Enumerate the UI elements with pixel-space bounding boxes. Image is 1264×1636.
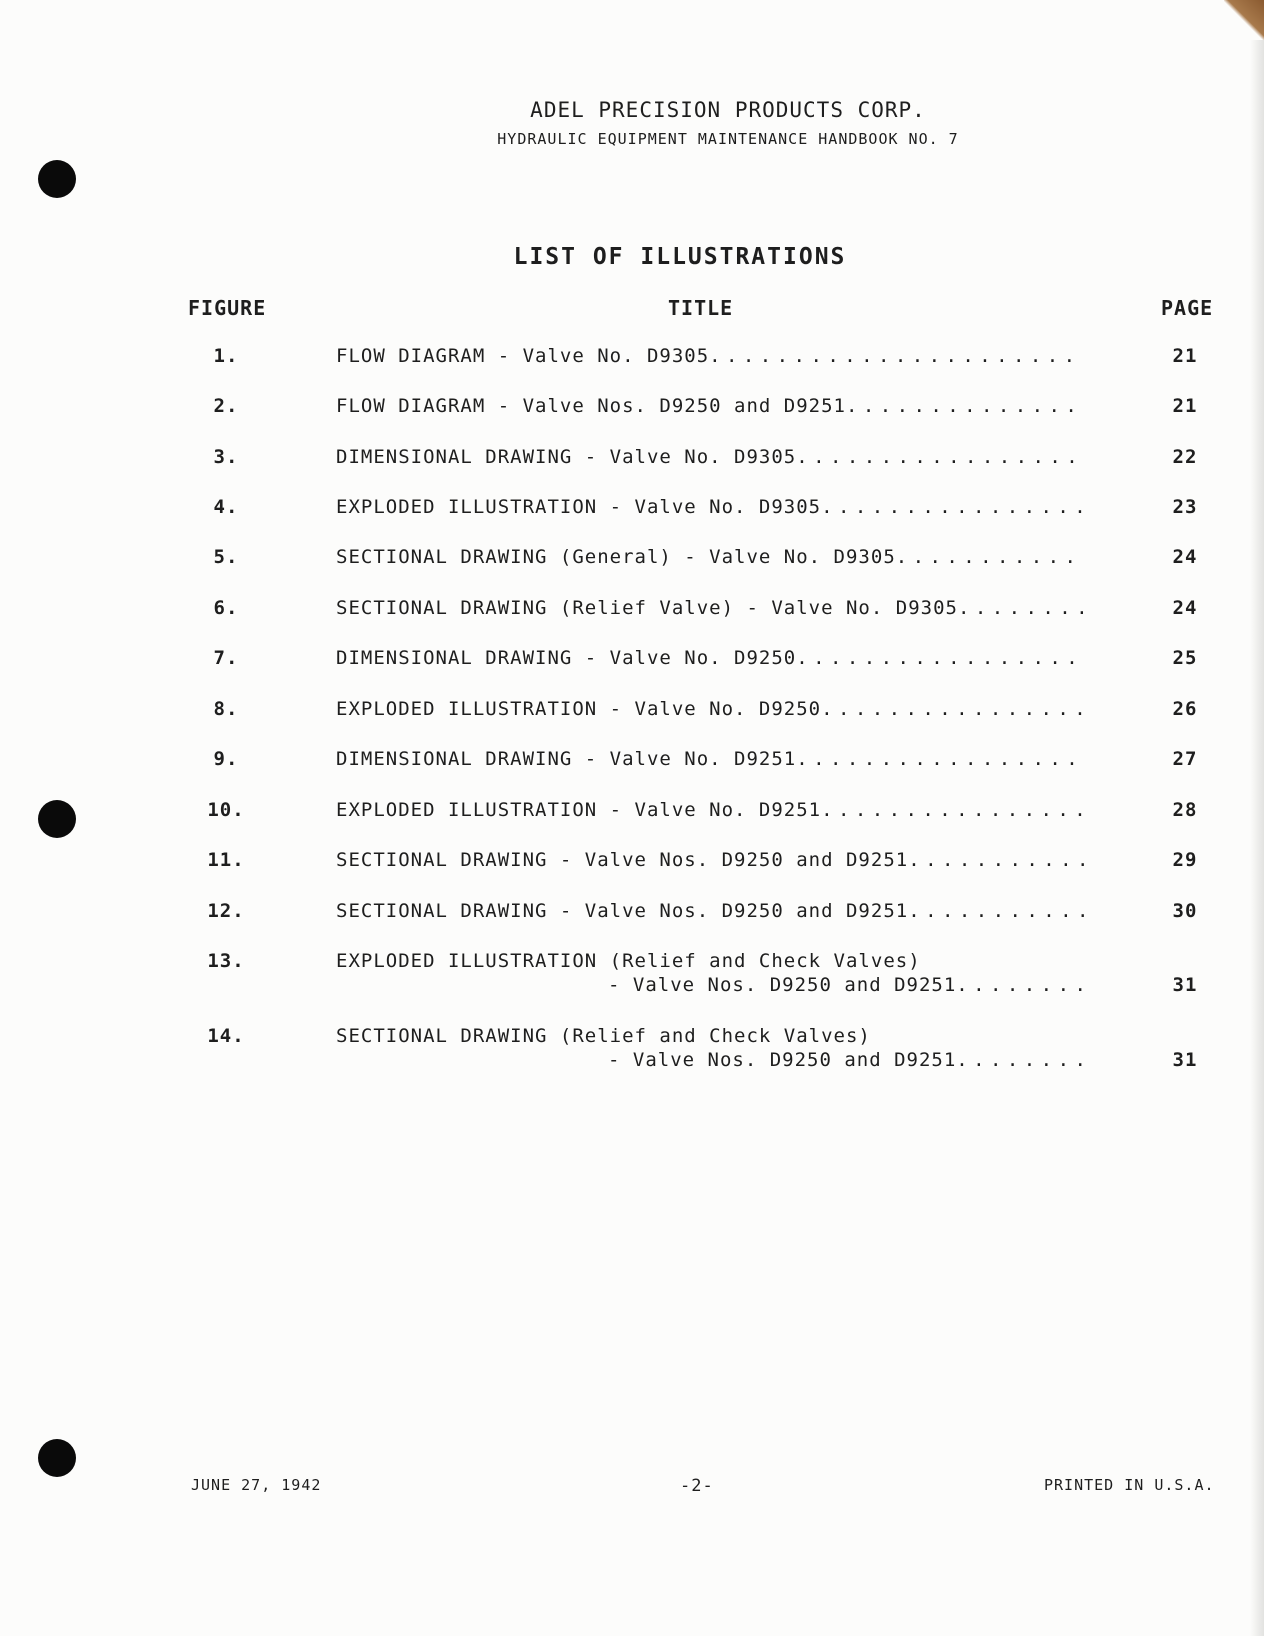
page-number: 31 — [1172, 1049, 1198, 1071]
page-number: 28 — [1172, 799, 1198, 821]
column-header-figure: FIGURE — [188, 296, 267, 320]
figure-number: 1. — [213, 345, 239, 367]
list-item — [0, 395, 1264, 425]
figure-number: 4. — [213, 496, 239, 518]
handbook-title: HYDRAULIC EQUIPMENT MAINTENANCE HANDBOOK NO. 7 — [497, 130, 959, 148]
dot-leader — [821, 799, 1084, 821]
figure-title: SECTIONAL DRAWING (Relief and Check Valves) — [336, 1025, 871, 1047]
page-number: 29 — [1172, 849, 1198, 871]
page-number: 30 — [1172, 900, 1198, 922]
punch-hole-bottom — [38, 1439, 76, 1477]
figure-title: SECTIONAL DRAWING - Valve Nos. D9250 and D9251 — [336, 849, 909, 871]
list-item — [0, 446, 1264, 476]
figure-title-continued: - Valve Nos. D9250 and D9251 — [608, 1049, 957, 1071]
column-header-title: TITLE — [668, 296, 734, 320]
page-number: 25 — [1172, 647, 1198, 669]
page-number: 23 — [1172, 496, 1198, 518]
page-number: 24 — [1172, 597, 1198, 619]
column-header-page: PAGE — [1161, 296, 1214, 320]
dot-leader — [896, 546, 1084, 568]
list-item — [0, 1025, 1264, 1071]
figure-title: SECTIONAL DRAWING - Valve Nos. D9250 and D9251 — [336, 900, 909, 922]
list-item — [0, 950, 1264, 996]
figure-number: 5. — [213, 546, 239, 568]
figure-number: 14. — [207, 1025, 245, 1047]
figure-title: EXPLODED ILLUSTRATION - Valve No. D9251 — [336, 799, 822, 821]
figure-number: 13. — [207, 950, 245, 972]
page-number: 21 — [1172, 395, 1198, 417]
dot-leader — [908, 849, 1084, 871]
figure-title-continued: - Valve Nos. D9250 and D9251 — [608, 974, 957, 996]
footer-printed-in: PRINTED IN U.S.A. — [1044, 1476, 1215, 1494]
dot-leader — [956, 974, 1084, 996]
figure-number: 10. — [207, 799, 245, 821]
page-number: 26 — [1172, 698, 1198, 720]
list-item — [0, 799, 1264, 829]
dot-leader — [709, 345, 1084, 367]
figure-number: 9. — [213, 748, 239, 770]
figure-title: SECTIONAL DRAWING (General) - Valve No. D9305 — [336, 546, 896, 568]
figure-title: SECTIONAL DRAWING (Relief Valve) - Valve No. D9305 — [336, 597, 958, 619]
figure-number: 7. — [213, 647, 239, 669]
page-number: 24 — [1172, 546, 1198, 568]
figure-title: DIMENSIONAL DRAWING - Valve No. D9251 — [336, 748, 797, 770]
footer-page-number: -2- — [680, 1476, 714, 1496]
page-number: 22 — [1172, 446, 1198, 468]
figure-title: EXPLODED ILLUSTRATION (Relief and Check Valves) — [336, 950, 921, 972]
figure-number: 2. — [213, 395, 239, 417]
figure-title: EXPLODED ILLUSTRATION - Valve No. D9305 — [336, 496, 822, 518]
figure-title: FLOW DIAGRAM - Valve No. D9305 — [336, 345, 710, 367]
dot-leader — [796, 446, 1084, 468]
figure-number: 12. — [207, 900, 245, 922]
list-item — [0, 748, 1264, 778]
figure-number: 8. — [213, 698, 239, 720]
dot-leader — [821, 496, 1084, 518]
list-item — [0, 849, 1264, 879]
document-title: LIST OF ILLUSTRATIONS — [513, 244, 847, 270]
page-number: 31 — [1172, 974, 1198, 996]
page-number: 27 — [1172, 748, 1198, 770]
dot-leader — [821, 698, 1084, 720]
figure-title: FLOW DIAGRAM - Valve Nos. D9250 and D9251 — [336, 395, 846, 417]
list-item — [0, 345, 1264, 375]
figure-number: 3. — [213, 446, 239, 468]
dot-leader — [908, 900, 1084, 922]
company-name: ADEL PRECISION PRODUCTS CORP. — [530, 98, 926, 122]
list-item — [0, 900, 1264, 930]
dot-leader — [796, 748, 1084, 770]
footer-date: JUNE 27, 1942 — [191, 1476, 322, 1494]
page-number: 21 — [1172, 345, 1198, 367]
page-corner-fold — [1224, 0, 1264, 40]
dot-leader — [958, 597, 1084, 619]
list-item — [0, 546, 1264, 576]
list-item — [0, 496, 1264, 526]
dot-leader — [846, 395, 1084, 417]
figure-title: DIMENSIONAL DRAWING - Valve No. D9305 — [336, 446, 797, 468]
figure-title: DIMENSIONAL DRAWING - Valve No. D9250 — [336, 647, 797, 669]
punch-hole-top — [38, 160, 76, 198]
list-item — [0, 597, 1264, 627]
figure-number: 11. — [207, 849, 245, 871]
list-item — [0, 647, 1264, 677]
figure-title: EXPLODED ILLUSTRATION - Valve No. D9250 — [336, 698, 822, 720]
figure-number: 6. — [213, 597, 239, 619]
list-item — [0, 698, 1264, 728]
dot-leader — [796, 647, 1084, 669]
dot-leader — [956, 1049, 1084, 1071]
